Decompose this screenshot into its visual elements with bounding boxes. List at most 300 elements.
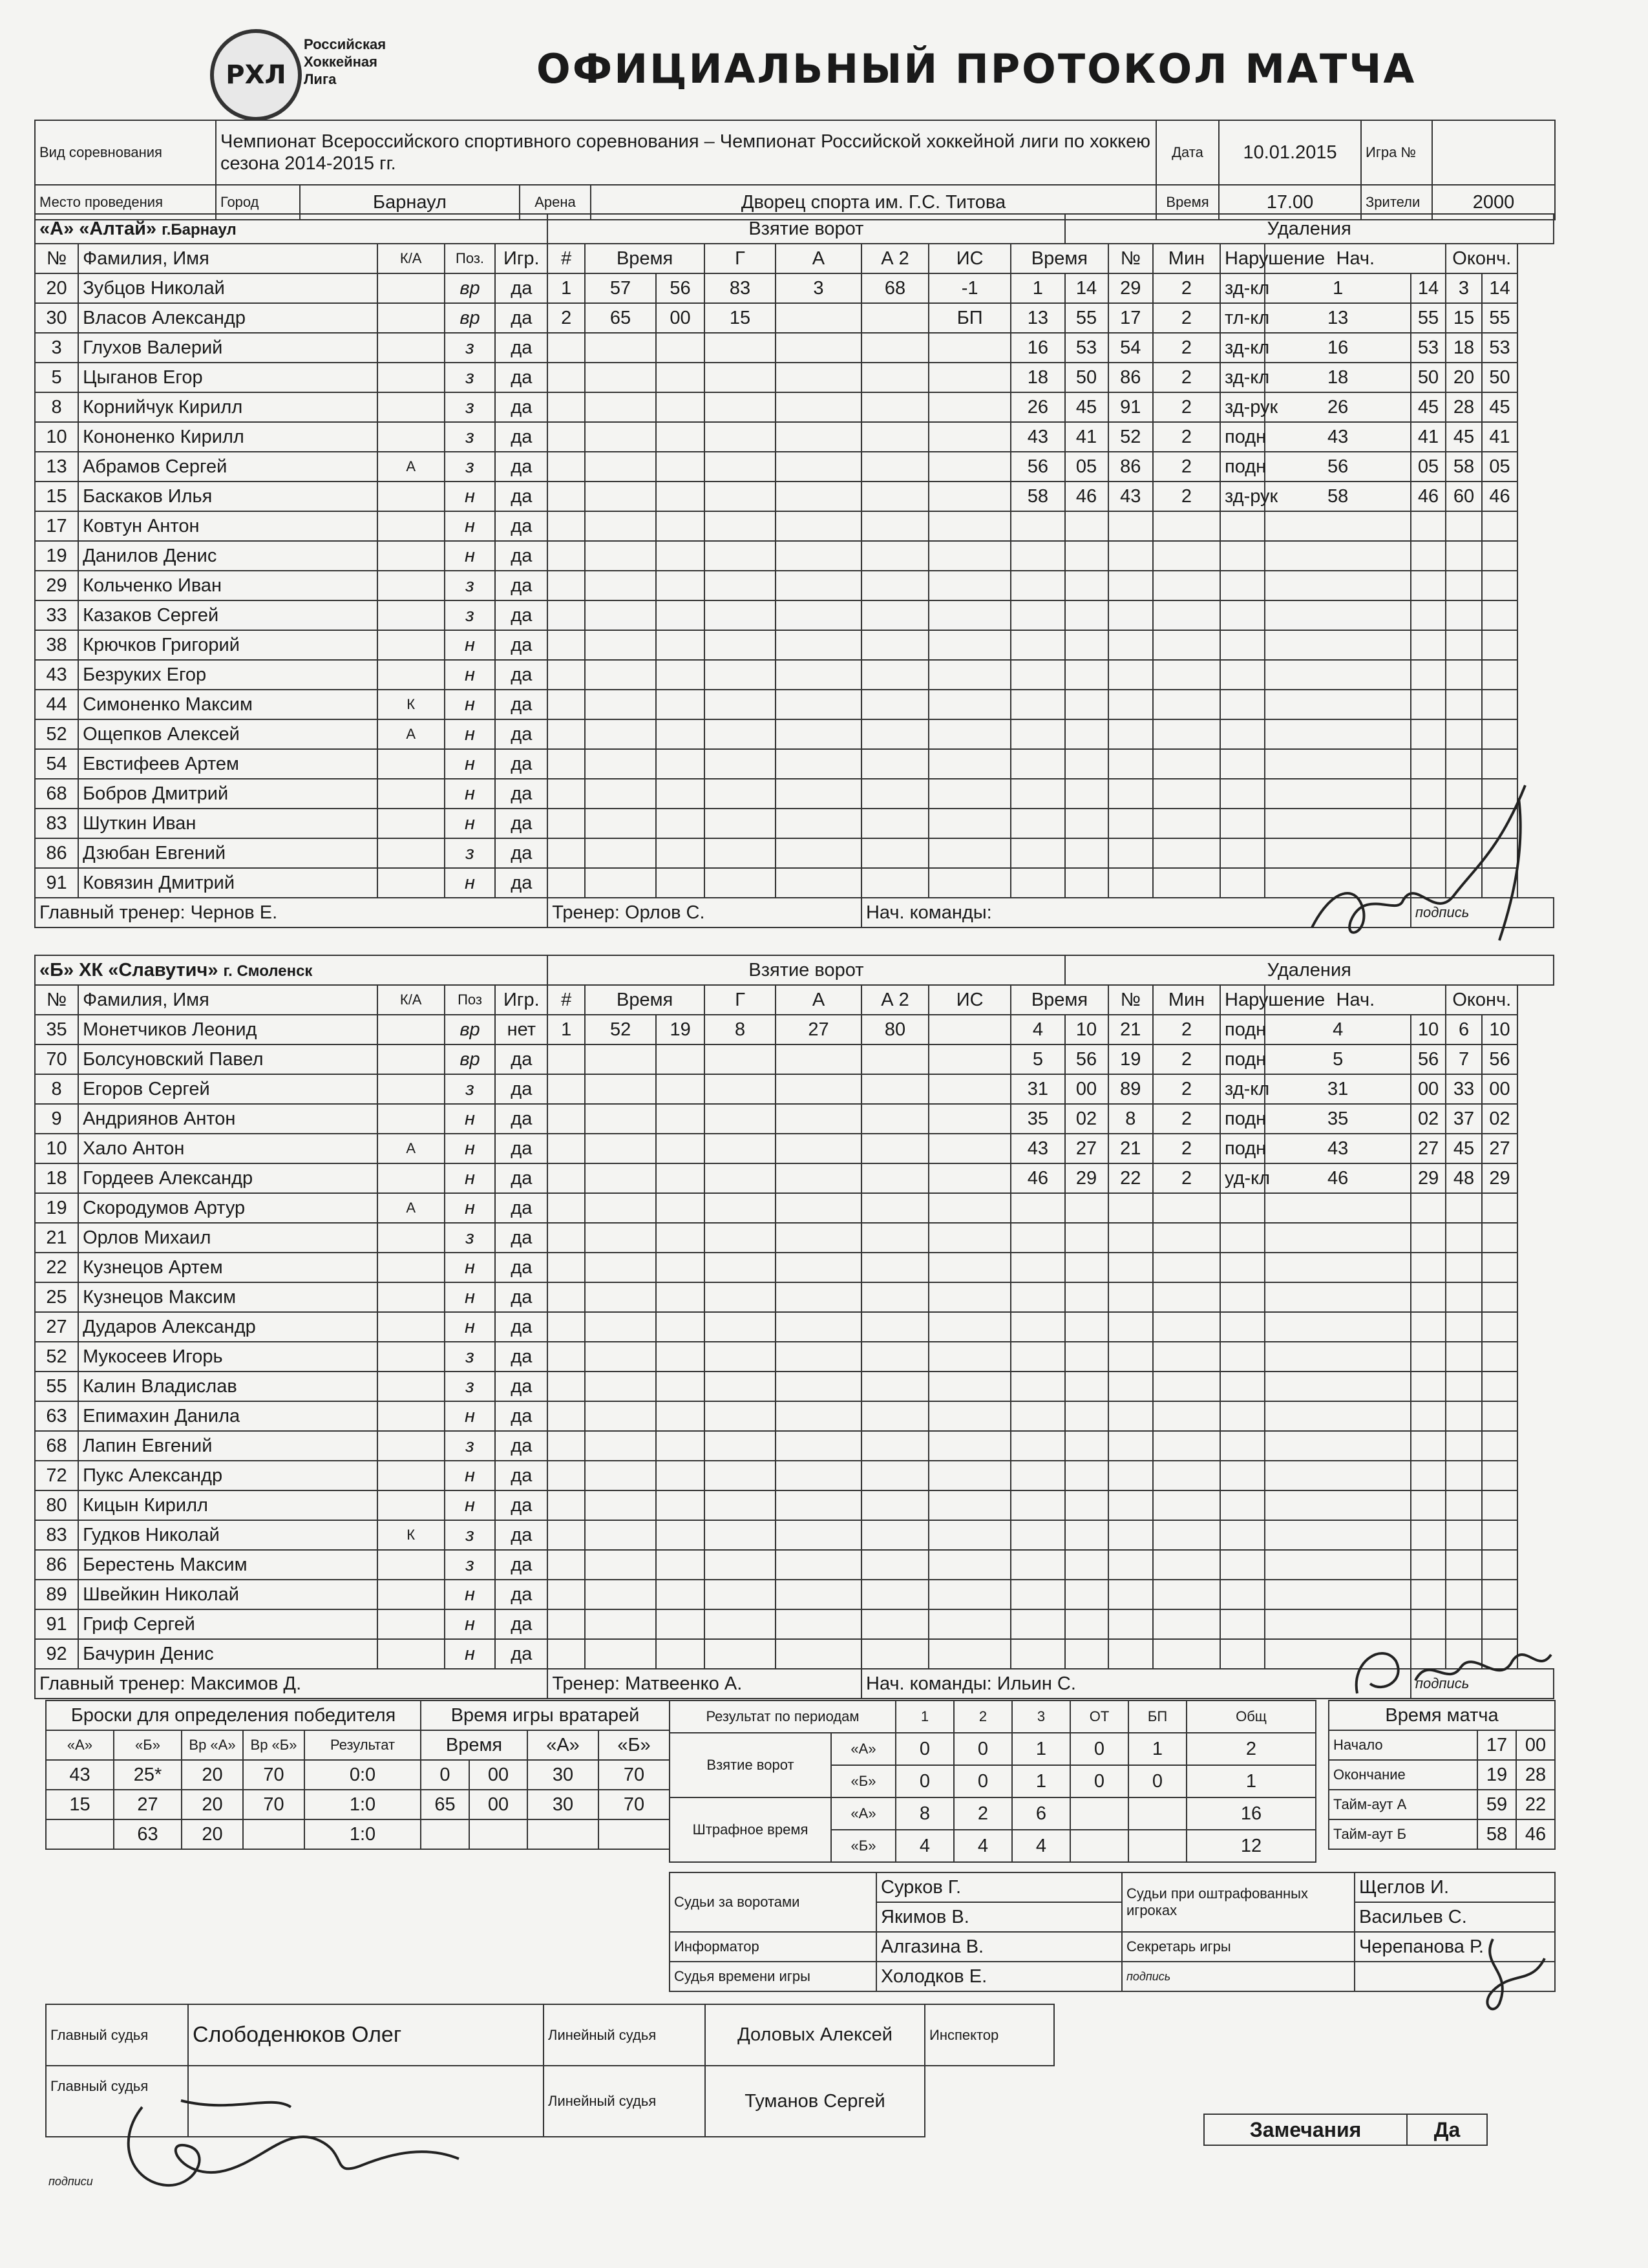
player-ka bbox=[377, 868, 445, 898]
goal-second bbox=[656, 1401, 704, 1431]
penalty-start-min: 31 bbox=[1265, 1074, 1411, 1104]
player-row bbox=[35, 600, 1554, 630]
penalty-minutes bbox=[1153, 1312, 1220, 1342]
player-name: Евстифеев Артем bbox=[78, 749, 377, 779]
penalty-minutes bbox=[1153, 868, 1220, 898]
player-name: Орлов Михаил bbox=[78, 1223, 377, 1253]
goal-assist-2 bbox=[861, 452, 929, 482]
goal-second bbox=[656, 392, 704, 422]
player-position: н bbox=[445, 1134, 496, 1163]
team-b-goals-title: Взятие ворот bbox=[547, 955, 1064, 985]
penalty-player: 21 bbox=[1108, 1134, 1153, 1163]
player-position: н bbox=[445, 1609, 496, 1639]
player-ka bbox=[377, 1550, 445, 1580]
player-row bbox=[35, 1074, 1554, 1104]
player-row bbox=[35, 422, 1554, 452]
penalty-second bbox=[1065, 1282, 1108, 1312]
penalty-end-sec bbox=[1482, 1282, 1518, 1312]
penalty-offense bbox=[1220, 838, 1265, 868]
goal-scorer bbox=[704, 511, 776, 541]
player-row bbox=[35, 1401, 1554, 1431]
team-a-column-headers bbox=[35, 244, 1554, 273]
penalty-player: 8 bbox=[1108, 1104, 1153, 1134]
head-coach-label: Главный тренер: bbox=[39, 902, 185, 923]
player-ka bbox=[377, 1253, 445, 1282]
goal-assist-1 bbox=[776, 541, 861, 571]
periods-rows bbox=[670, 1701, 1316, 1862]
penalty-minute bbox=[1011, 749, 1064, 779]
penalty-player bbox=[1108, 1490, 1153, 1520]
player-ka bbox=[377, 422, 445, 452]
shootout-title: Броски для определения победителя bbox=[46, 1701, 421, 1730]
goal-assist-2 bbox=[861, 868, 929, 898]
player-row bbox=[35, 690, 1554, 719]
penalty-end-sec: 41 bbox=[1482, 422, 1518, 452]
team-b-penalties-title: Удаления bbox=[1065, 955, 1554, 985]
goal-scorer bbox=[704, 1520, 776, 1550]
penalty-offense bbox=[1220, 511, 1265, 541]
penalty-start-sec: 10 bbox=[1411, 1015, 1446, 1044]
player-number: 83 bbox=[35, 809, 78, 838]
goal-second bbox=[656, 1074, 704, 1104]
player-number: 92 bbox=[35, 1639, 78, 1669]
penalty-second: 41 bbox=[1065, 422, 1108, 452]
player-row bbox=[35, 1104, 1554, 1134]
goal-assist-2 bbox=[861, 1312, 929, 1342]
col-goal-num: # bbox=[547, 985, 585, 1015]
player-row bbox=[35, 1609, 1554, 1639]
penalty-end-sec: 27 bbox=[1482, 1134, 1518, 1163]
goal-scorer bbox=[704, 660, 776, 690]
shootout-row bbox=[46, 1790, 421, 1819]
penalty-player bbox=[1108, 1193, 1153, 1223]
penalty-start-sec: 56 bbox=[1411, 1044, 1446, 1074]
player-row bbox=[35, 630, 1554, 660]
penalty-end-sec: 29 bbox=[1482, 1163, 1518, 1193]
penalty-second bbox=[1065, 749, 1108, 779]
penalty-offense: подн bbox=[1220, 1015, 1265, 1044]
penalty-offense: зд-кл bbox=[1220, 363, 1265, 392]
shootout-header: «Б» bbox=[114, 1730, 182, 1760]
penalty-offense bbox=[1220, 749, 1265, 779]
penalty-end-sec bbox=[1482, 1342, 1518, 1372]
period-value: 1 bbox=[1128, 1733, 1187, 1765]
player-name: Кольченко Иван bbox=[78, 571, 377, 600]
penalty-player: 89 bbox=[1108, 1074, 1153, 1104]
penalty-start-sec bbox=[1411, 1282, 1446, 1312]
goal-second bbox=[656, 571, 704, 600]
col-name: Фамилия, Имя bbox=[78, 244, 377, 273]
col-no: № bbox=[35, 244, 78, 273]
goalie-b: 70 bbox=[598, 1790, 670, 1819]
shootout-header: Вр «Б» bbox=[243, 1730, 304, 1760]
player-ka: А bbox=[377, 719, 445, 749]
goal-second bbox=[656, 482, 704, 511]
player-row bbox=[35, 571, 1554, 600]
penalty-offense bbox=[1220, 1639, 1265, 1669]
player-ka bbox=[377, 1580, 445, 1609]
penalty-end-min: 7 bbox=[1446, 1044, 1482, 1074]
penalty-start-min bbox=[1265, 1372, 1411, 1401]
player-played: да bbox=[495, 690, 547, 719]
team-chief-label: Нач. команды: bbox=[865, 902, 992, 923]
player-position: з bbox=[445, 571, 496, 600]
goal-second bbox=[656, 1312, 704, 1342]
player-number: 52 bbox=[35, 719, 78, 749]
penalty-offense bbox=[1220, 1461, 1265, 1490]
player-ka: К bbox=[377, 690, 445, 719]
player-name: Епимахин Данила bbox=[78, 1401, 377, 1431]
goal-minute bbox=[585, 1401, 656, 1431]
goal-assist-2 bbox=[861, 838, 929, 868]
player-name: Бачурин Денис bbox=[78, 1639, 377, 1669]
player-position: н bbox=[445, 1163, 496, 1193]
penalty-end-sec: 02 bbox=[1482, 1104, 1518, 1134]
goal-number bbox=[547, 1253, 585, 1282]
period-value: 1 bbox=[1012, 1765, 1070, 1797]
goal-number bbox=[547, 1134, 585, 1163]
penalty-start-min bbox=[1265, 571, 1411, 600]
shootout-header: «А» bbox=[46, 1730, 114, 1760]
penalty-offense bbox=[1220, 1609, 1265, 1639]
player-played: да bbox=[495, 333, 547, 363]
goal-judges-label: Судьи за воротами bbox=[670, 1872, 876, 1932]
penalty-offense bbox=[1220, 1550, 1265, 1580]
goal-assist-1 bbox=[776, 1431, 861, 1461]
goal-scorer bbox=[704, 719, 776, 749]
time-value: 17.00 bbox=[1219, 185, 1361, 220]
period-value: 16 bbox=[1187, 1797, 1316, 1830]
penalty-second bbox=[1065, 511, 1108, 541]
penalty-minutes bbox=[1153, 511, 1220, 541]
penalty-start-sec bbox=[1411, 1401, 1446, 1431]
penalty-start-min bbox=[1265, 630, 1411, 660]
goal-scorer bbox=[704, 1461, 776, 1490]
penalty-minutes bbox=[1153, 690, 1220, 719]
match-time-second: 46 bbox=[1516, 1819, 1555, 1849]
goal-situation bbox=[929, 422, 1011, 452]
officials-table bbox=[669, 1872, 1556, 1992]
team-a-title bbox=[35, 214, 547, 244]
player-ka bbox=[377, 363, 445, 392]
goal-minute bbox=[585, 1431, 656, 1461]
goal-number: 2 bbox=[547, 303, 585, 333]
team-b-column-headers bbox=[35, 985, 1554, 1015]
player-row bbox=[35, 1461, 1554, 1490]
goal-assist-2 bbox=[861, 1401, 929, 1431]
team-a-name: «А» «Алтай» bbox=[39, 218, 157, 239]
goal-situation bbox=[929, 1163, 1011, 1193]
penalty-minutes: 2 bbox=[1153, 1074, 1220, 1104]
page-title: ОФИЦИАЛЬНЫЙ ПРОТОКОЛ МАТЧА bbox=[536, 45, 1417, 92]
penalty-minutes: 2 bbox=[1153, 482, 1220, 511]
period-value: 8 bbox=[896, 1797, 954, 1830]
player-name: Ковязин Дмитрий bbox=[78, 868, 377, 898]
penalty-start-min bbox=[1265, 1431, 1411, 1461]
goal-assist-2 bbox=[861, 690, 929, 719]
penalty-player bbox=[1108, 1550, 1153, 1580]
goal-second bbox=[656, 1223, 704, 1253]
goalie-second bbox=[469, 1819, 527, 1849]
goal-situation bbox=[929, 1609, 1011, 1639]
goal-second bbox=[656, 1372, 704, 1401]
goalie-a: 30 bbox=[527, 1790, 598, 1819]
penalty-start-sec: 02 bbox=[1411, 1104, 1446, 1134]
player-number: 63 bbox=[35, 1401, 78, 1431]
goal-minute: 65 bbox=[585, 303, 656, 333]
penalty-minutes bbox=[1153, 1580, 1220, 1609]
goal-situation bbox=[929, 1253, 1011, 1282]
player-number: 10 bbox=[35, 1134, 78, 1163]
penalty-start-min: 18 bbox=[1265, 363, 1411, 392]
penalty-start-sec: 55 bbox=[1411, 303, 1446, 333]
penalty-minute bbox=[1011, 779, 1064, 809]
goal-minute bbox=[585, 1490, 656, 1520]
player-ka bbox=[377, 541, 445, 571]
penalty-end-min: 28 bbox=[1446, 392, 1482, 422]
penalty-offense: зд-рук bbox=[1220, 482, 1265, 511]
penalty-player bbox=[1108, 541, 1153, 571]
player-name: Хало Антон bbox=[78, 1134, 377, 1163]
goal-scorer bbox=[704, 690, 776, 719]
penalty-minute bbox=[1011, 630, 1064, 660]
penalty-second bbox=[1065, 1193, 1108, 1223]
goal-assist-1 bbox=[776, 749, 861, 779]
period-value bbox=[1128, 1797, 1187, 1830]
player-position: з bbox=[445, 838, 496, 868]
penalty-start-sec bbox=[1411, 600, 1446, 630]
goal-scorer bbox=[704, 1401, 776, 1431]
goal-assist-1 bbox=[776, 1104, 861, 1134]
penalty-end-sec bbox=[1482, 1461, 1518, 1490]
team-b-table bbox=[34, 955, 1554, 1699]
city-label: Город bbox=[216, 185, 300, 220]
player-name: Крючков Григорий bbox=[78, 630, 377, 660]
goal-scorer bbox=[704, 363, 776, 392]
penalty-end-min bbox=[1446, 1282, 1482, 1312]
col-no: № bbox=[35, 985, 78, 1015]
penalty-minutes bbox=[1153, 1282, 1220, 1312]
team-chief-value: Ильин С. bbox=[997, 1673, 1076, 1694]
player-position: з bbox=[445, 1074, 496, 1104]
goal-scorer bbox=[704, 868, 776, 898]
player-position: з bbox=[445, 363, 496, 392]
head-coach-value: Максимов Д. bbox=[190, 1673, 302, 1694]
penalty-minute bbox=[1011, 1223, 1064, 1253]
penalty-end-sec: 50 bbox=[1482, 363, 1518, 392]
player-ka bbox=[377, 600, 445, 630]
goal-minute bbox=[585, 1342, 656, 1372]
player-position: н bbox=[445, 1490, 496, 1520]
penalty-second: 45 bbox=[1065, 392, 1108, 422]
period-value: 1 bbox=[1012, 1733, 1070, 1765]
penalty-minutes bbox=[1153, 630, 1220, 660]
player-ka bbox=[377, 630, 445, 660]
head-coach-value: Чернов Е. bbox=[190, 902, 278, 923]
penalty-player bbox=[1108, 660, 1153, 690]
periods-goals-label: Взятие ворот bbox=[670, 1733, 831, 1797]
goal-situation bbox=[929, 1461, 1011, 1490]
penalty-end-sec: 14 bbox=[1482, 273, 1518, 303]
goal-number bbox=[547, 1372, 585, 1401]
player-ka bbox=[377, 749, 445, 779]
goal-situation bbox=[929, 392, 1011, 422]
player-number: 44 bbox=[35, 690, 78, 719]
goal-scorer bbox=[704, 1074, 776, 1104]
player-row bbox=[35, 511, 1554, 541]
goal-scorer bbox=[704, 1163, 776, 1193]
goal-minute bbox=[585, 333, 656, 363]
penalty-offense: уд-кл bbox=[1220, 1163, 1265, 1193]
head-coach-label: Главный тренер: bbox=[39, 1673, 185, 1694]
goal-number bbox=[547, 571, 585, 600]
goal-situation bbox=[929, 333, 1011, 363]
goal-number bbox=[547, 1639, 585, 1669]
penalty-minutes bbox=[1153, 1550, 1220, 1580]
goalie-b: 70 bbox=[598, 1760, 670, 1790]
player-position: з bbox=[445, 600, 496, 630]
player-position: з bbox=[445, 392, 496, 422]
timekeeper-label: Судья времени игры bbox=[670, 1962, 876, 1991]
goal-second: 56 bbox=[656, 273, 704, 303]
goal-situation bbox=[929, 511, 1011, 541]
penalty-end-sec: 56 bbox=[1482, 1044, 1518, 1074]
goal-minute bbox=[585, 660, 656, 690]
goal-minute bbox=[585, 482, 656, 511]
penalty-offense bbox=[1220, 1312, 1265, 1342]
goal-scorer bbox=[704, 1431, 776, 1461]
player-played: да bbox=[495, 868, 547, 898]
penalty-end-min bbox=[1446, 1253, 1482, 1282]
goal-second bbox=[656, 1520, 704, 1550]
penalty-minute: 43 bbox=[1011, 1134, 1064, 1163]
shootout-cell bbox=[46, 1819, 114, 1849]
player-played: да bbox=[495, 511, 547, 541]
goal-minute bbox=[585, 1312, 656, 1342]
secretary-sign-label: подпись bbox=[1122, 1962, 1355, 1991]
col-played: Игр. bbox=[495, 985, 547, 1015]
player-row bbox=[35, 541, 1554, 571]
player-row bbox=[35, 273, 1554, 303]
penalty-minute: 46 bbox=[1011, 1163, 1064, 1193]
player-played: да bbox=[495, 571, 547, 600]
penalty-end-min: 37 bbox=[1446, 1104, 1482, 1134]
penalty-minute bbox=[1011, 600, 1064, 630]
goal-scorer bbox=[704, 571, 776, 600]
team-tag: «Б» bbox=[831, 1765, 896, 1797]
player-name: Глухов Валерий bbox=[78, 333, 377, 363]
goal-minute bbox=[585, 1163, 656, 1193]
penalty-second: 27 bbox=[1065, 1134, 1108, 1163]
goal-situation bbox=[929, 1520, 1011, 1550]
goal-minute bbox=[585, 452, 656, 482]
penalty-minute bbox=[1011, 1253, 1064, 1282]
goal-number bbox=[547, 1044, 585, 1074]
player-played: да bbox=[495, 482, 547, 511]
goal-judge-2: Якимов В. bbox=[876, 1902, 1122, 1932]
goal-assist-1 bbox=[776, 809, 861, 838]
col-played: Игр. bbox=[495, 244, 547, 273]
player-played: да bbox=[495, 1520, 547, 1550]
penalty-offense: подн bbox=[1220, 1044, 1265, 1074]
goal-scorer bbox=[704, 1104, 776, 1134]
penalty-start-min: 1 bbox=[1265, 273, 1411, 303]
team-b-head-coach bbox=[35, 1669, 547, 1699]
player-name: Баскаков Илья bbox=[78, 482, 377, 511]
secretary-value: Черепанова Р. bbox=[1355, 1932, 1555, 1962]
player-played: да bbox=[495, 630, 547, 660]
goal-assist-1 bbox=[776, 1163, 861, 1193]
player-name: Калин Владислав bbox=[78, 1372, 377, 1401]
team-b-city: г. Смоленск bbox=[223, 962, 313, 980]
player-ka bbox=[377, 303, 445, 333]
goal-scorer: 8 bbox=[704, 1015, 776, 1044]
goal-assist-2 bbox=[861, 1461, 929, 1490]
goal-minute bbox=[585, 363, 656, 392]
goal-number: 1 bbox=[547, 273, 585, 303]
goalie-header-b: «Б» bbox=[598, 1730, 670, 1760]
player-played: да bbox=[495, 1312, 547, 1342]
shootout-cell: 1:0 bbox=[304, 1790, 421, 1819]
penalty-player: 29 bbox=[1108, 273, 1153, 303]
player-name: Казаков Сергей bbox=[78, 600, 377, 630]
penalty-minutes: 2 bbox=[1153, 1044, 1220, 1074]
informer-value: Алгазина В. bbox=[876, 1932, 1122, 1962]
penalty-start-sec: 14 bbox=[1411, 273, 1446, 303]
linesman-2-value: Туманов Сергей bbox=[705, 2066, 925, 2137]
goalie-minute: 0 bbox=[421, 1760, 469, 1790]
goal-assist-2 bbox=[861, 541, 929, 571]
penalty-player bbox=[1108, 809, 1153, 838]
goal-second bbox=[656, 630, 704, 660]
goal-minute bbox=[585, 749, 656, 779]
team-chief-label: Нач. команды: bbox=[866, 1673, 992, 1694]
penalty-start-min bbox=[1265, 600, 1411, 630]
penalty-minute bbox=[1011, 1401, 1064, 1431]
penalty-start-min: 46 bbox=[1265, 1163, 1411, 1193]
penalty-end-min: 3 bbox=[1446, 273, 1482, 303]
penalty-offense bbox=[1220, 1253, 1265, 1282]
goal-second bbox=[656, 452, 704, 482]
match-time-rows bbox=[1329, 1730, 1555, 1849]
goal-number bbox=[547, 1193, 585, 1223]
player-position: н bbox=[445, 1253, 496, 1282]
goalie-second: 00 bbox=[469, 1790, 527, 1819]
penalty-judges-label: Судьи при оштрафованных игроках bbox=[1122, 1872, 1355, 1932]
goal-second bbox=[656, 363, 704, 392]
goalie-header-a: «А» bbox=[527, 1730, 598, 1760]
penalty-start-sec bbox=[1411, 1193, 1446, 1223]
goal-number bbox=[547, 630, 585, 660]
penalty-end-min bbox=[1446, 600, 1482, 630]
penalty-minute: 58 bbox=[1011, 482, 1064, 511]
player-played: да bbox=[495, 1372, 547, 1401]
penalty-minutes bbox=[1153, 571, 1220, 600]
player-position: вр bbox=[445, 1044, 496, 1074]
goal-assist-1 bbox=[776, 1342, 861, 1372]
time-label: Время bbox=[1156, 185, 1219, 220]
player-row bbox=[35, 1312, 1554, 1342]
penalty-player: 43 bbox=[1108, 482, 1153, 511]
match-time-label: Начало bbox=[1329, 1730, 1477, 1760]
penalty-offense: зд-кл bbox=[1220, 333, 1265, 363]
player-number: 3 bbox=[35, 333, 78, 363]
player-number: 15 bbox=[35, 482, 78, 511]
penalty-minute bbox=[1011, 1342, 1064, 1372]
goal-assist-2 bbox=[861, 392, 929, 422]
goal-assist-2 bbox=[861, 1372, 929, 1401]
goal-minute bbox=[585, 511, 656, 541]
